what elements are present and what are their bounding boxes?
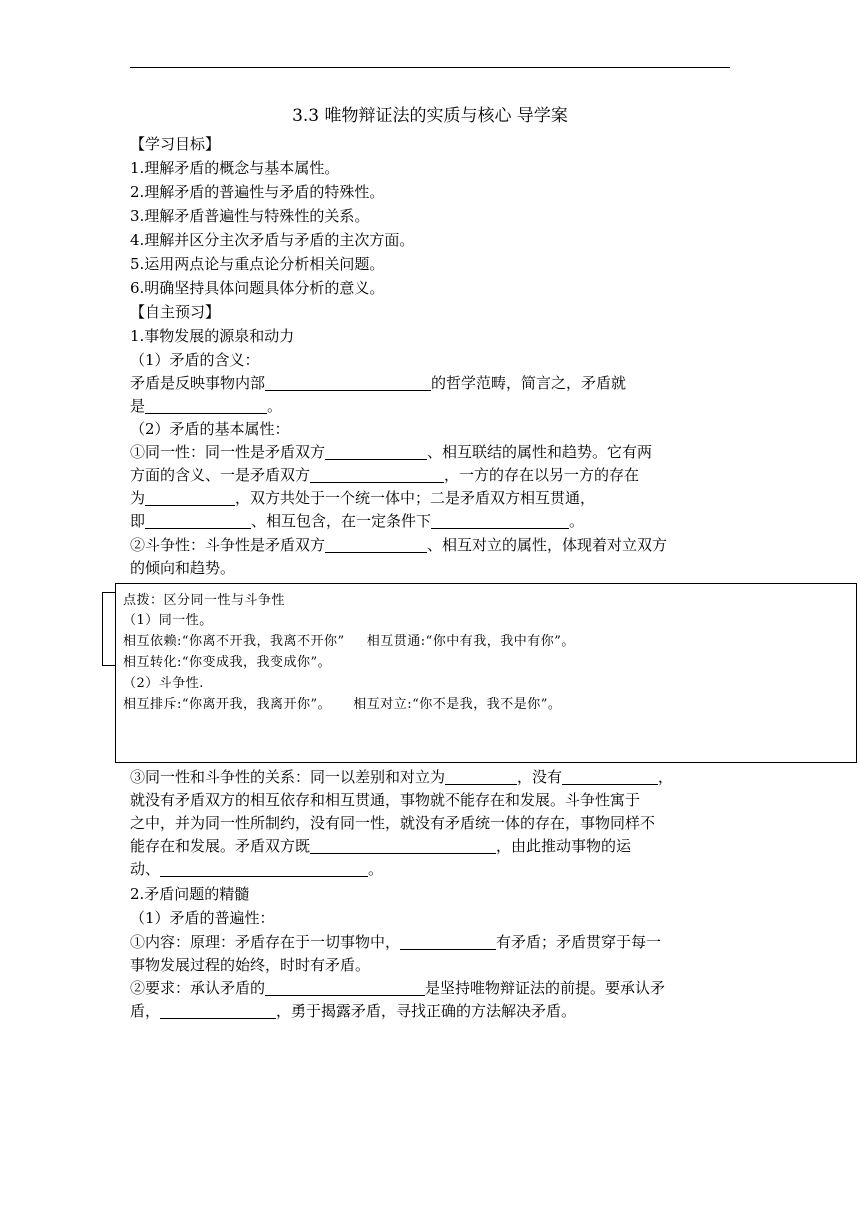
- fill-blank[interactable]: [445, 768, 517, 785]
- fill-blank[interactable]: [160, 860, 368, 877]
- text-line: 能存在和发展。矛盾双方既 ，由此推动事物的运: [130, 837, 632, 855]
- hint-line: 相互排斥:“你离开我，我离开你”。 相互对立:“你不是我，我不是你”。: [123, 697, 562, 712]
- goal-item: 5.运用两点论与重点论分析相关问题。: [130, 255, 385, 273]
- subsection-title: （1）矛盾的普遍性：: [130, 909, 275, 927]
- fill-blank[interactable]: [325, 536, 427, 553]
- header-rule: [130, 67, 730, 68]
- text-line: 动、 。: [130, 860, 384, 878]
- subsection-title: （1）矛盾的含义：: [130, 351, 260, 369]
- preview-heading: 【自主预习】: [130, 303, 221, 321]
- fill-blank[interactable]: [145, 397, 267, 414]
- goal-item: 3.理解矛盾普遍性与特殊性的关系。: [130, 207, 370, 225]
- fill-blank[interactable]: [400, 933, 496, 950]
- text-line: 事物发展过程的始终，时时有矛盾。: [130, 956, 371, 974]
- text-line: ②要求：承认矛盾的 是坚持唯物辩证法的前提。要承认矛: [130, 979, 666, 997]
- text-line: 为 ，双方共处于一个统一体中；二是矛盾双方相互贯通，: [130, 489, 596, 507]
- fill-blank[interactable]: [310, 466, 444, 483]
- goal-item: 4.理解并区分主次矛盾与矛盾的主次方面。: [130, 231, 415, 249]
- hint-line: 相互依赖:“你离不开我，我离不开你” 相互贯通:“你中有我，我中有你”。: [123, 634, 575, 649]
- hint-title: 点拨：区分同一性与斗争性: [123, 593, 286, 608]
- goal-item: 1.理解矛盾的概念与基本属性。: [130, 159, 340, 177]
- goal-item: 2.理解矛盾的普遍性与矛盾的特殊性。: [130, 183, 385, 201]
- fill-blank[interactable]: [562, 768, 658, 785]
- text-line: 是 。: [130, 397, 283, 415]
- text-line: 矛盾是反映事物内部 的哲学范畴，简言之，矛盾就: [130, 374, 627, 392]
- hint-box: [115, 583, 857, 763]
- text-line: ③同一性和斗争性的关系：同一以差别和对立为 ，没有 ，: [130, 768, 674, 786]
- text-line: ②斗争性：斗争性是矛盾双方 、相互对立的属性，体现着对立双方: [130, 536, 668, 554]
- section-1-title: 1.事物发展的源泉和动力: [130, 327, 295, 345]
- hint-line: （1）同一性。: [123, 613, 213, 628]
- page-title: 3.3 唯物辩证法的实质与核心 导学案: [292, 106, 568, 126]
- text-line: ①内容：原理：矛盾存在于一切事物中， 有矛盾；矛盾贯穿于每一: [130, 933, 662, 951]
- goal-item: 6.明确坚持具体问题具体分析的意义。: [130, 279, 385, 297]
- fill-blank[interactable]: [265, 374, 431, 391]
- text-line: ①同一性：同一性是矛盾双方 、相互联结的属性和趋势。它有两: [130, 443, 653, 461]
- hint-line: （2）斗争性.: [123, 676, 204, 691]
- fill-blank[interactable]: [325, 443, 427, 460]
- fill-blank[interactable]: [310, 837, 496, 854]
- subsection-title: （2）矛盾的基本属性：: [130, 420, 290, 438]
- fill-blank[interactable]: [265, 979, 425, 996]
- text-line: 盾， ，勇于揭露矛盾，寻找正确的方法解决矛盾。: [130, 1002, 577, 1020]
- text-line: 即 、相互包含，在一定条件下 。: [130, 512, 585, 530]
- fill-blank[interactable]: [431, 512, 569, 529]
- text-line: 之中，并为同一性所制约，没有同一性，就没有矛盾统一体的存在，事物同样不: [130, 814, 656, 832]
- hint-line: 相互转化:“你变成我，我变成你”。: [123, 655, 332, 670]
- fill-blank[interactable]: [160, 1002, 276, 1019]
- text-line: 的倾向和趋势。: [130, 559, 236, 577]
- text-line: 就没有矛盾双方的相互依存和相互贯通，事物就不能存在和发展。斗争性寓于: [130, 791, 641, 809]
- fill-blank[interactable]: [145, 489, 235, 506]
- section-2-title: 2.矛盾问题的精髓: [130, 885, 250, 903]
- goals-heading: 【学习目标】: [130, 135, 221, 153]
- fill-blank[interactable]: [145, 512, 251, 529]
- text-line: 方面的含义、一是矛盾双方 ，一方的存在以另一方的存在: [130, 466, 640, 484]
